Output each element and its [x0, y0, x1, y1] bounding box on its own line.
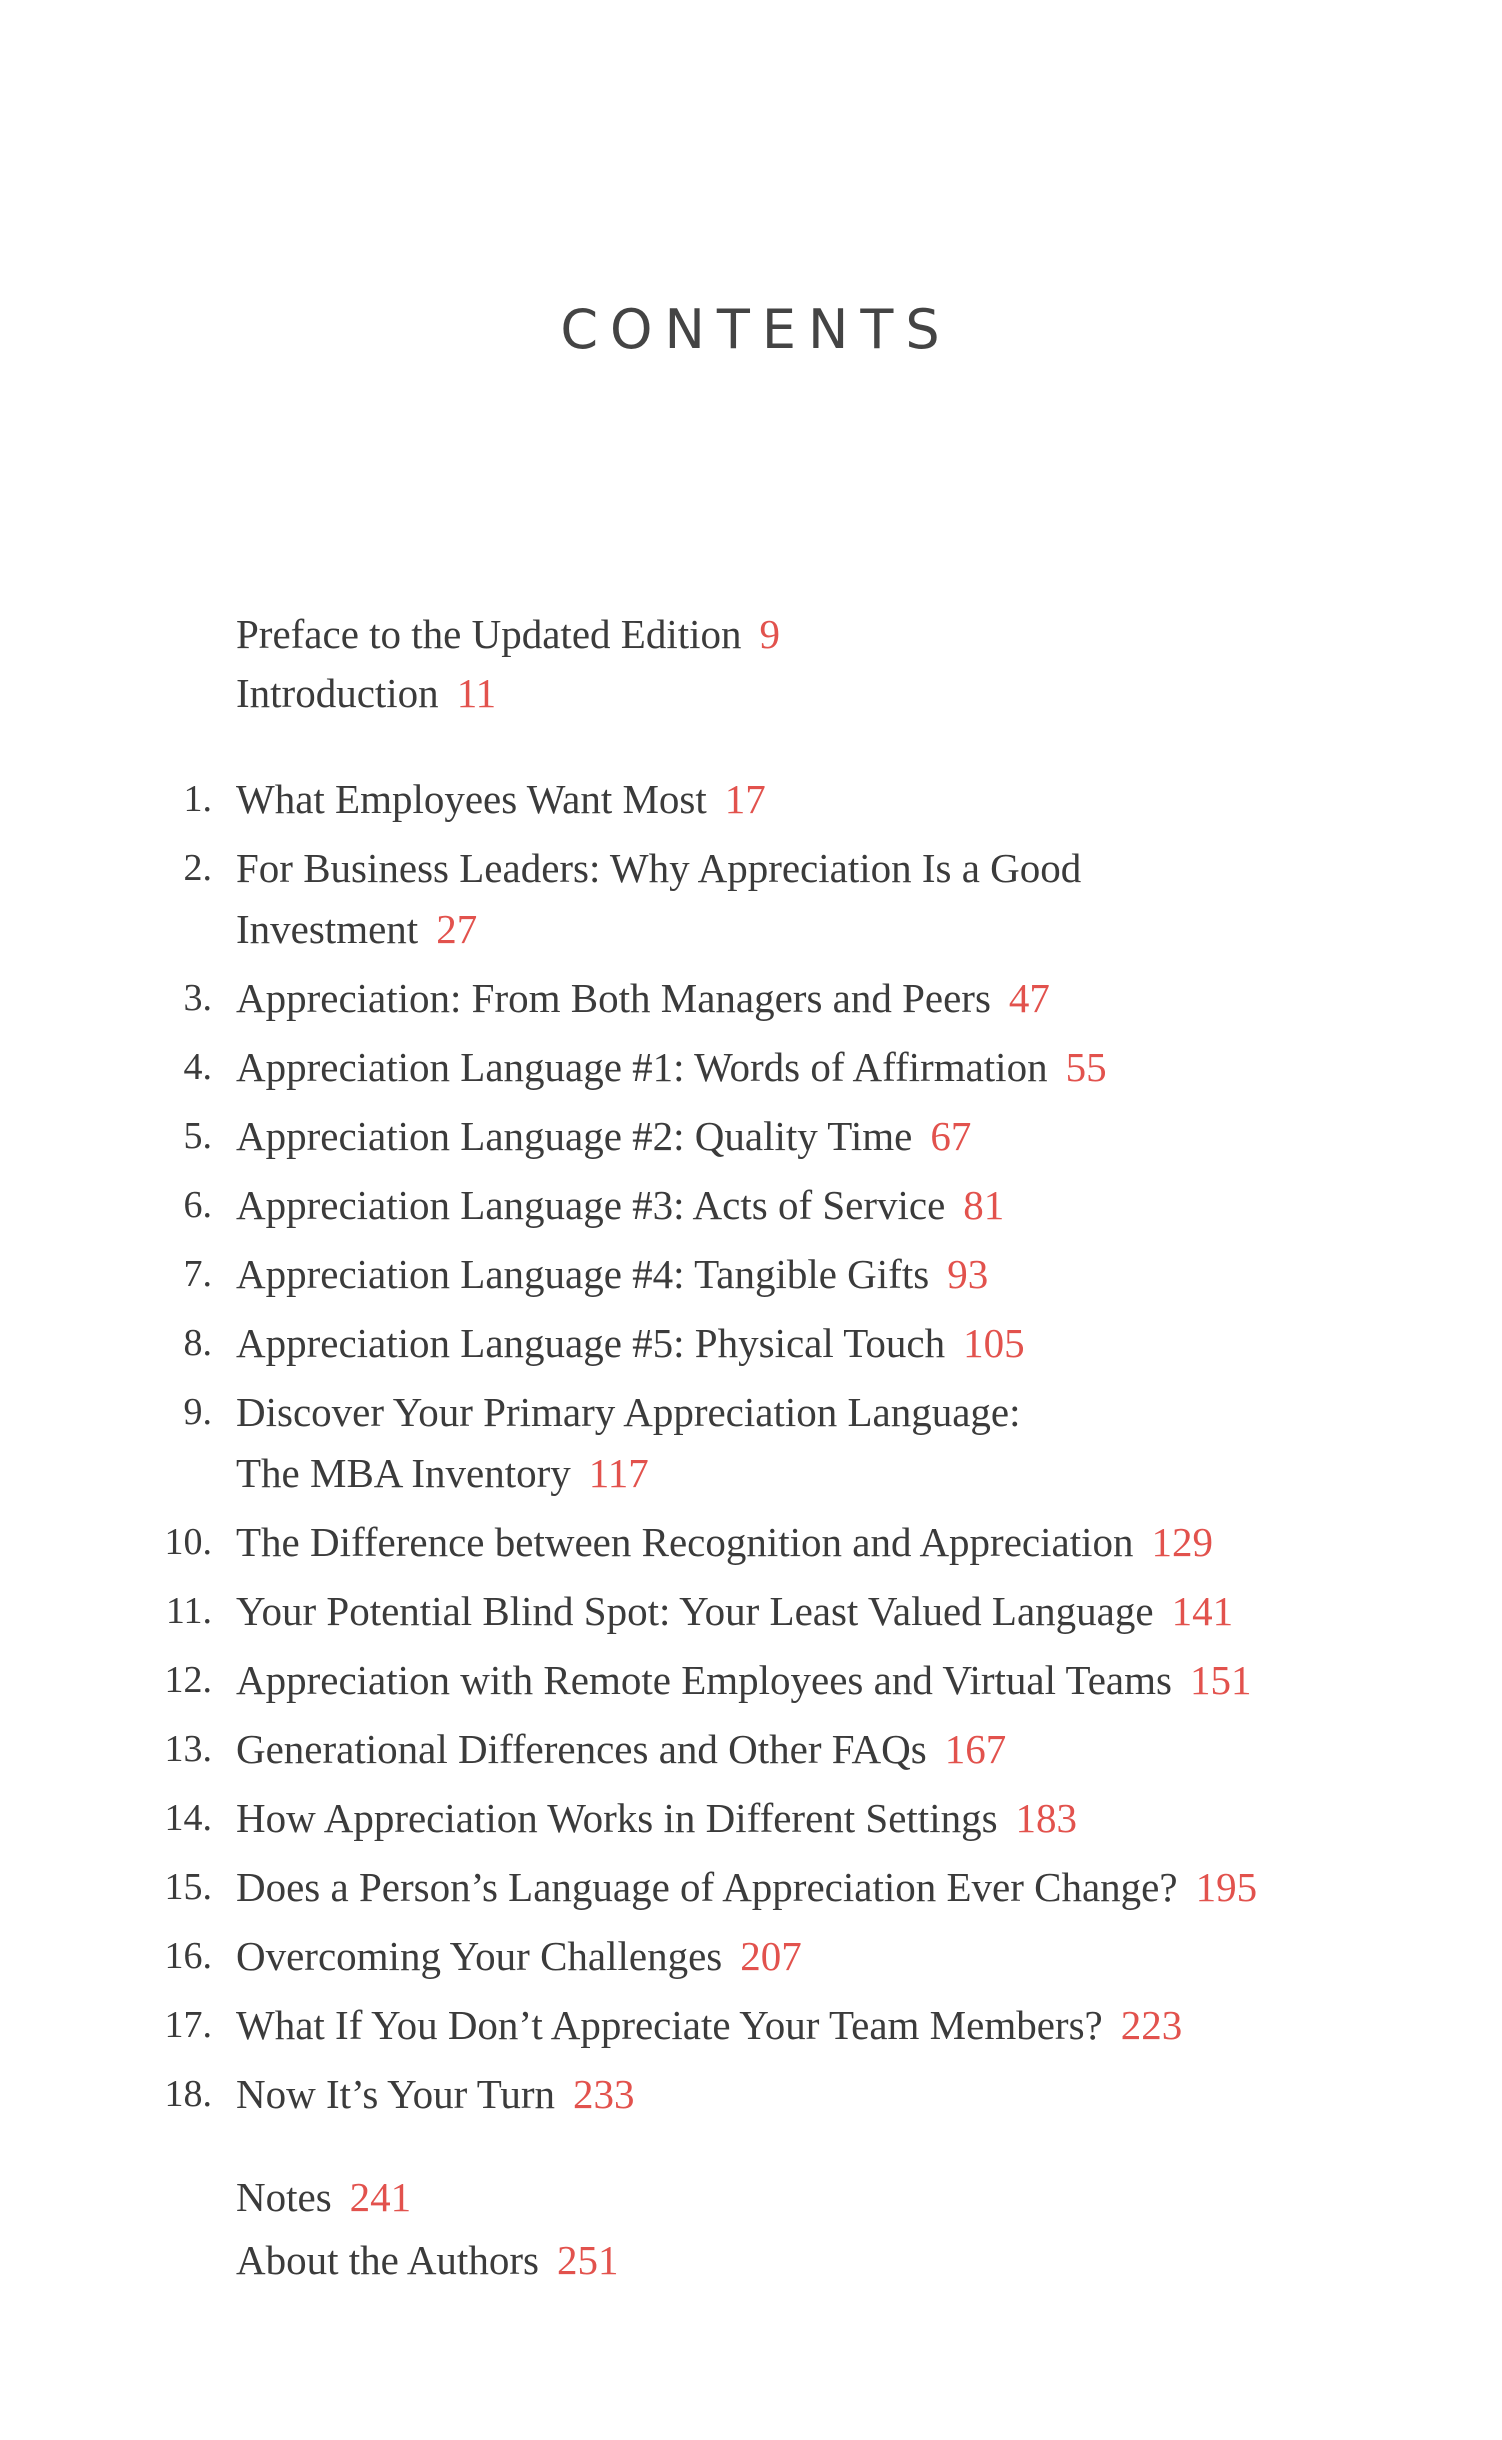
- toc-entry[interactable]: [0, 1788, 1336, 1849]
- entry-title: Appreciation Language #4: Tangible Gifts: [236, 1251, 930, 1297]
- chapter-number: 18.: [164, 2073, 212, 2115]
- page-number[interactable]: 105: [963, 1320, 1025, 1366]
- chapter-number: 17.: [164, 2004, 212, 2046]
- chapter-number: 9.: [183, 1391, 212, 1433]
- entry-title: The Difference between Recognition and Appreciation: [236, 1519, 1134, 1565]
- page-number[interactable]: 9: [759, 611, 780, 657]
- toc-entry[interactable]: [0, 1581, 1336, 1642]
- toc-entry[interactable]: [0, 968, 1336, 1029]
- toc-entry[interactable]: [0, 1175, 1336, 1236]
- entry-title: Now It’s Your Turn: [236, 2071, 556, 2117]
- toc-entry[interactable]: [0, 1719, 1336, 1780]
- page-number[interactable]: 251: [556, 2237, 619, 2283]
- entry-title: Appreciation Language #3: Acts of Service: [236, 1182, 946, 1228]
- page-number[interactable]: 167: [944, 1726, 1007, 1772]
- toc-entry[interactable]: [0, 1857, 1336, 1918]
- chapter-number: 11.: [165, 1590, 212, 1632]
- toc-entry[interactable]: [0, 604, 1336, 665]
- entry-title: Overcoming Your Challenges: [236, 1933, 723, 1979]
- entry-title: What Employees Want Most: [236, 776, 707, 822]
- entry-title-continued: Investment: [236, 906, 419, 952]
- page-number[interactable]: 223: [1120, 2002, 1183, 2048]
- entry-title: About the Authors: [236, 2237, 539, 2283]
- page-number[interactable]: 141: [1171, 1588, 1234, 1634]
- chapter-number: 14.: [164, 1797, 212, 1839]
- back-matter: [0, 2167, 1502, 2291]
- entry-title: Notes: [236, 2174, 332, 2220]
- toc-entry[interactable]: [0, 1995, 1336, 2056]
- toc-entry[interactable]: [0, 2167, 1336, 2228]
- page-number[interactable]: 11: [456, 670, 497, 716]
- entry-title: Generational Differences and Other FAQs: [236, 1726, 927, 1772]
- page-number[interactable]: 27: [436, 906, 478, 952]
- page-number[interactable]: 47: [1008, 975, 1050, 1021]
- toc-entry[interactable]: [0, 2230, 1336, 2291]
- entry-title: Appreciation with Remote Employees and Virtual Teams: [236, 1657, 1172, 1703]
- page-number[interactable]: 207: [740, 1933, 802, 1979]
- front-matter: [0, 604, 1502, 724]
- page-number[interactable]: 55: [1065, 1044, 1107, 1090]
- toc-entry[interactable]: [0, 838, 1336, 960]
- entry-title: Preface to the Updated Edition: [236, 611, 742, 657]
- chapter-number: 15.: [164, 1866, 212, 1908]
- chapter-number: 10.: [164, 1521, 212, 1563]
- chapter-number: 13.: [164, 1728, 212, 1770]
- chapter-number: 4.: [183, 1046, 212, 1088]
- chapter-number: 1.: [183, 778, 212, 820]
- page-number[interactable]: 183: [1015, 1795, 1078, 1841]
- chapter-number: 5.: [183, 1115, 212, 1157]
- table-of-contents: [0, 604, 1502, 2293]
- entry-title: Introduction: [236, 670, 439, 716]
- entry-title-continued: The MBA Inventory: [236, 1450, 571, 1496]
- page-number[interactable]: 93: [947, 1251, 989, 1297]
- toc-entry[interactable]: [0, 1313, 1336, 1374]
- toc-entry[interactable]: [0, 769, 1336, 830]
- contents-heading: CONTENTS: [560, 298, 952, 361]
- entry-title: What If You Don’t Appreciate Your Team Members?: [236, 2002, 1103, 2048]
- page-number[interactable]: 195: [1195, 1864, 1258, 1910]
- toc-entry[interactable]: [0, 2064, 1336, 2125]
- toc-entry[interactable]: [0, 1244, 1336, 1305]
- toc-entry[interactable]: [0, 1650, 1336, 1711]
- entry-title: Your Potential Blind Spot: Your Least Valued Language: [236, 1588, 1154, 1634]
- chapter-number: 2.: [183, 847, 212, 889]
- page-number[interactable]: 129: [1151, 1519, 1213, 1565]
- page-number[interactable]: 233: [573, 2071, 635, 2117]
- toc-entry[interactable]: [0, 663, 1336, 724]
- toc-entry[interactable]: [0, 1106, 1336, 1167]
- page-number[interactable]: 241: [349, 2174, 412, 2220]
- chapter-number: 7.: [183, 1253, 212, 1295]
- chapter-number: 16.: [164, 1935, 212, 1977]
- entry-title: Appreciation Language #1: Words of Affirmation: [236, 1044, 1048, 1090]
- page-number[interactable]: 117: [588, 1450, 649, 1496]
- toc-entry[interactable]: [0, 1512, 1336, 1573]
- chapter-number: 6.: [183, 1184, 212, 1226]
- entry-title: Appreciation: From Both Managers and Peers: [236, 975, 991, 1021]
- page-number[interactable]: 81: [963, 1182, 1005, 1228]
- entry-title: Discover Your Primary Appreciation Language:: [236, 1389, 1021, 1435]
- toc-entry[interactable]: [0, 1382, 1336, 1504]
- page-number[interactable]: 151: [1189, 1657, 1252, 1703]
- chapter-list: [0, 769, 1502, 2125]
- entry-title: Does a Person’s Language of Appreciation Ever Change?: [236, 1864, 1178, 1910]
- page-number[interactable]: 67: [930, 1113, 972, 1159]
- entry-title: How Appreciation Works in Different Settings: [236, 1795, 998, 1841]
- entry-title: For Business Leaders: Why Appreciation Is a Good: [236, 845, 1082, 891]
- entry-title: Appreciation Language #5: Physical Touch: [236, 1320, 946, 1366]
- chapter-number: 8.: [183, 1322, 212, 1364]
- entry-title: Appreciation Language #2: Quality Time: [236, 1113, 913, 1159]
- chapter-number: 12.: [164, 1659, 212, 1701]
- toc-entry[interactable]: [0, 1037, 1336, 1098]
- toc-entry[interactable]: [0, 1926, 1336, 1987]
- page-number[interactable]: 17: [724, 776, 766, 822]
- chapter-number: 3.: [183, 977, 212, 1019]
